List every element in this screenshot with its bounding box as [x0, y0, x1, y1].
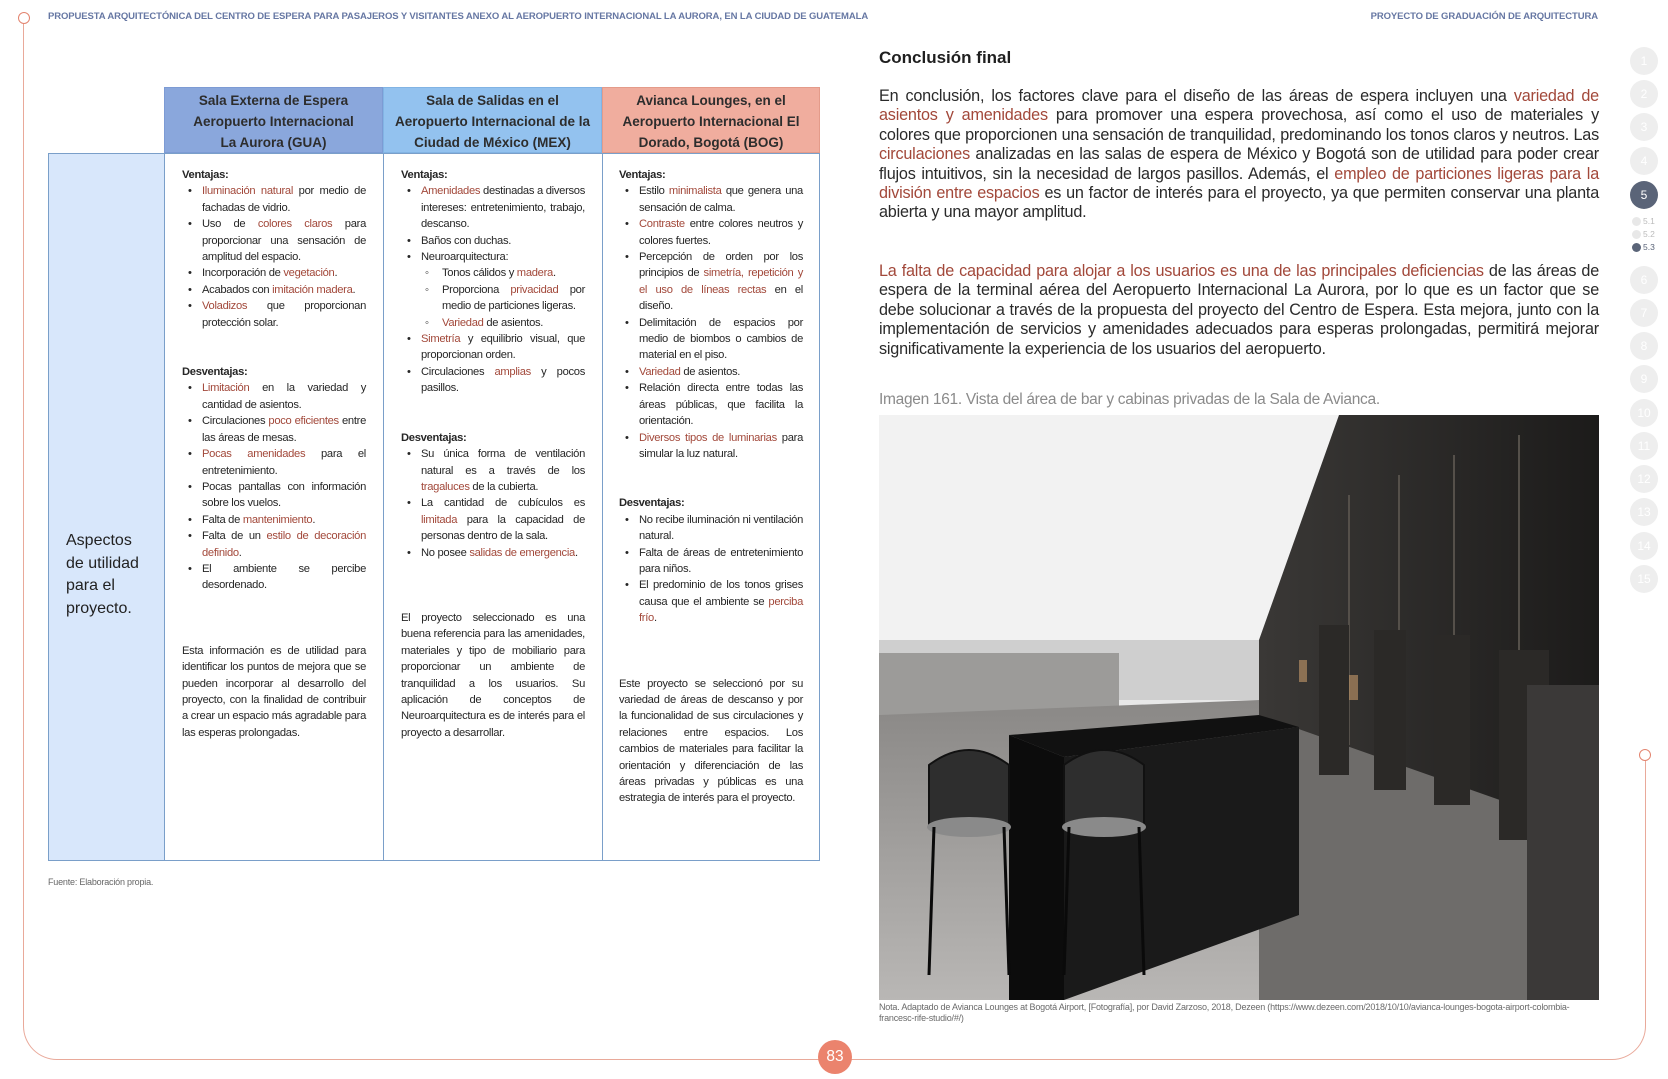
image-note: Nota. Adaptado de Avianca Lounges at Bogotá Airport, [Fotografía], por David Zarzoso, 2018, Dezeen (https://www.dezeen.com/2018/10/10/avianca-lounges-bogota-airport-colombia-francesc-rife-studio/#/): [879, 1002, 1570, 1023]
nav-item-5[interactable]: 5: [1630, 181, 1658, 209]
column-divider: [164, 153, 165, 861]
list-item: • Contraste entre colores neutros y colores fuertes.: [619, 216, 803, 249]
conclusion-paragraph-2: La falta de capacidad para alojar a los usuarios es una de las principales deficiencias de las áreas de espera de la terminal aérea del Aeropuerto Internacional La Aurora, por lo que es un factor que se debe solucionar a través de la propuesta del proyecto del Centro de Espera. Esta mejora, junto con la implementación de servicios y amenidades adecuados para esperas prolongadas, permitirá mejorar significativamente la experiencia de los usuarios del aeropuerto.: [879, 262, 1599, 358]
list-item: • Baños con duchas.: [401, 233, 585, 249]
pros-label: Ventajas:: [619, 169, 666, 181]
nav-item-7[interactable]: 7: [1630, 299, 1658, 327]
list-item: • Falta de áreas de entretenimiento para niños.: [619, 545, 803, 578]
cons-label: Desventajas:: [182, 366, 248, 379]
list-item: • Estilo minimalista que genera una sensación de calma.: [619, 183, 803, 216]
nav-subitem-5-3[interactable]: 5.3: [1632, 242, 1655, 252]
list-item: • Limitación en la variedad y cantidad de asientos.: [182, 380, 366, 413]
cons-list: [401, 446, 585, 561]
list-item: ◦ Variedad de asientos.: [421, 315, 585, 331]
nav-item-13[interactable]: 13: [1630, 498, 1658, 526]
list-item: • Delimitación de espacios por medio de biombos o cambios de material en el piso.: [619, 315, 803, 364]
nav-item-3[interactable]: 3: [1630, 113, 1658, 141]
list-item: • El predominio de los tonos grises causa que el ambiente se perciba frío.: [619, 577, 803, 626]
running-header-section: PROYECTO DE GRADUACIÓN DE ARQUITECTURA: [1370, 11, 1598, 22]
cell-summary: El proyecto seleccionado es una buena referencia para las amenidades, materiales y tipo de mobiliario para proporcionar un ambiente de tranquilidad a los usuarios. Su aplicación de conceptos de Neuroarquitectura es de interés para el proyecto a desarrollar.: [401, 611, 585, 739]
list-item: • Percepción de orden por los principios de simetría, repetición y el uso de líneas rectas en el diseño.: [619, 249, 803, 315]
list-item: • Iluminación natural por medio de fachadas de vidrio.: [182, 183, 366, 216]
nav-sub-dot: [1632, 230, 1641, 239]
nav-item-1[interactable]: 1: [1630, 47, 1658, 75]
list-item: • Neuroarquitectura:: [401, 249, 585, 265]
comparison-table: [48, 87, 820, 861]
section-title: Conclusión final: [879, 48, 1012, 67]
list-item: ◦ Proporciona privacidad por medio de particiones ligeras.: [421, 282, 585, 315]
sub-list: [401, 265, 585, 331]
pros-list-continued: [401, 331, 585, 397]
nav-sub-dot: [1632, 217, 1641, 226]
cons-label: Desventajas:: [401, 431, 467, 444]
list-item: • Acabados con imitación madera.: [182, 282, 366, 298]
cons-label: Desventajas:: [619, 497, 685, 510]
list-item: • Circulaciones poco eficientes entre las áreas de mesas.: [182, 413, 366, 446]
list-item: • Circulaciones amplias y pocos pasillos.: [401, 364, 585, 397]
list-item: • Relación directa entre todas las áreas públicas, que facilita la orientación.: [619, 380, 803, 429]
nav-item-11[interactable]: 11: [1630, 432, 1658, 460]
cons-list: [182, 380, 366, 593]
column-header-bog: Avianca Lounges, en el Aeropuerto Internacional El Dorado, Bogotá (BOG): [602, 87, 820, 153]
nav-subitem-5-2[interactable]: 5.2: [1632, 229, 1655, 239]
nav-item-6[interactable]: 6: [1630, 266, 1658, 294]
nav-subitem-5-1[interactable]: 5.1: [1632, 216, 1655, 226]
frame-ring-top-left: [18, 12, 30, 24]
pros-list: [182, 183, 366, 331]
cell-summary: Esta información es de utilidad para identificar los puntos de mejora que se pueden incorporar al desarrollo del proyecto, con la finalidad de contribuir a crear un espacio más agradable para las esperas prolongadas.: [182, 644, 366, 739]
list-item: • Pocas pantallas con información sobre los vuelos.: [182, 479, 366, 512]
row-header-cell: [48, 153, 165, 861]
nav-item-9[interactable]: 9: [1630, 365, 1658, 393]
pros-list: [401, 183, 585, 265]
cell-mex: [401, 167, 585, 741]
running-header-title: PROPUESTA ARQUITECTÓNICA DEL CENTRO DE ESPERA PARA PASAJEROS Y VISITANTES ANEXO AL AEROPUERTO INTERNACIONAL LA AURORA, EN LA CIUDAD DE GUATEMALA: [48, 11, 869, 22]
list-item: • Amenidades destinadas a diversos intereses: entretenimiento, trabajo, descanso.: [401, 183, 585, 232]
column-divider: [602, 153, 603, 861]
list-item: • Variedad de asientos.: [619, 364, 803, 380]
list-item: ◦ Tonos cálidos y madera.: [421, 265, 585, 281]
pros-label: Ventajas:: [182, 169, 229, 181]
list-item: • Simetría y equilibrio visual, que proporcionan orden.: [401, 331, 585, 364]
lounge-photo: [879, 415, 1599, 1000]
list-item: • Voladizos que proporcionan protección solar.: [182, 298, 366, 331]
pros-list: [619, 183, 803, 462]
nav-item-2[interactable]: 2: [1630, 80, 1658, 108]
list-item: • La cantidad de cubículos es limitada para la capacidad de personas dentro de la sala.: [401, 495, 585, 544]
list-item: • Incorporación de vegetación.: [182, 265, 366, 281]
list-item: • El ambiente se percibe desordenado.: [182, 561, 366, 594]
cons-list: [619, 512, 803, 627]
conclusion-paragraph-1: En conclusión, los factores clave para el diseño de las áreas de espera incluyen una variedad de asientos y amenidades para promover una espera provechosa, así como el uso de materiales y colores que proporcionen una sensación de tranquilidad, predominando los tonos claros y neutros. Las circulaciones analizadas en las salas de espera de México y Bogotá son de utilidad para poder crear flujos intuitivos, sin la necesidad de largos pasillos. Además, el empleo de particiones ligeras para la división entre espacios es un factor de interés para el proyecto, ya que permiten conservar una planta abierta y una mayor amplitud.: [879, 87, 1599, 222]
nav-item-4[interactable]: 4: [1630, 147, 1658, 175]
cell-bog: [619, 167, 803, 807]
cell-gua: [182, 167, 366, 741]
page-number: 83: [818, 1040, 852, 1074]
nav-item-15[interactable]: 15: [1630, 565, 1658, 593]
list-item: • Su única forma de ventilación natural es a través de los tragaluces de la cubierta.: [401, 446, 585, 495]
nav-item-8[interactable]: 8: [1630, 332, 1658, 360]
frame-ring-right: [1639, 749, 1651, 761]
column-divider: [383, 153, 384, 861]
row-header-label: Aspectos de utilidad para el proyecto.: [66, 532, 139, 617]
nav-item-10[interactable]: 10: [1630, 399, 1658, 427]
table-source: Fuente: Elaboración propia.: [48, 877, 154, 887]
list-item: • No posee salidas de emergencia.: [401, 545, 585, 561]
list-item: • Falta de un estilo de decoración definido.: [182, 528, 366, 561]
list-item: • Falta de mantenimiento.: [182, 512, 366, 528]
nav-item-14[interactable]: 14: [1630, 532, 1658, 560]
list-item: • Pocas amenidades para el entretenimiento.: [182, 446, 366, 479]
list-item: • No recibe iluminación ni ventilación natural.: [619, 512, 803, 545]
column-header-mex: Sala de Salidas en el Aeropuerto Internacional de la Ciudad de México (MEX): [383, 87, 602, 153]
nav-item-12[interactable]: 12: [1630, 465, 1658, 493]
nav-sub-dot: [1632, 243, 1641, 252]
cell-summary: Este proyecto se seleccionó por su variedad de áreas de descanso y por la funcionalidad de sus circulaciones y relaciones entre espacios. Los cambios de materiales para facilitar la orientación y diferenciación de las áreas privadas y públicas es una estrategia de interés para el proyecto.: [619, 677, 803, 805]
pros-label: Ventajas:: [401, 169, 448, 181]
list-item: • Uso de colores claros para proporcionar una sensación de amplitud del espacio.: [182, 216, 366, 265]
image-caption: Imagen 161. Vista del área de bar y cabinas privadas de la Sala de Avianca.: [879, 391, 1380, 408]
list-item: • Diversos tipos de luminarias para simular la luz natural.: [619, 430, 803, 463]
column-header-gua: Sala Externa de Espera Aeropuerto Internacional La Aurora (GUA): [164, 87, 383, 153]
